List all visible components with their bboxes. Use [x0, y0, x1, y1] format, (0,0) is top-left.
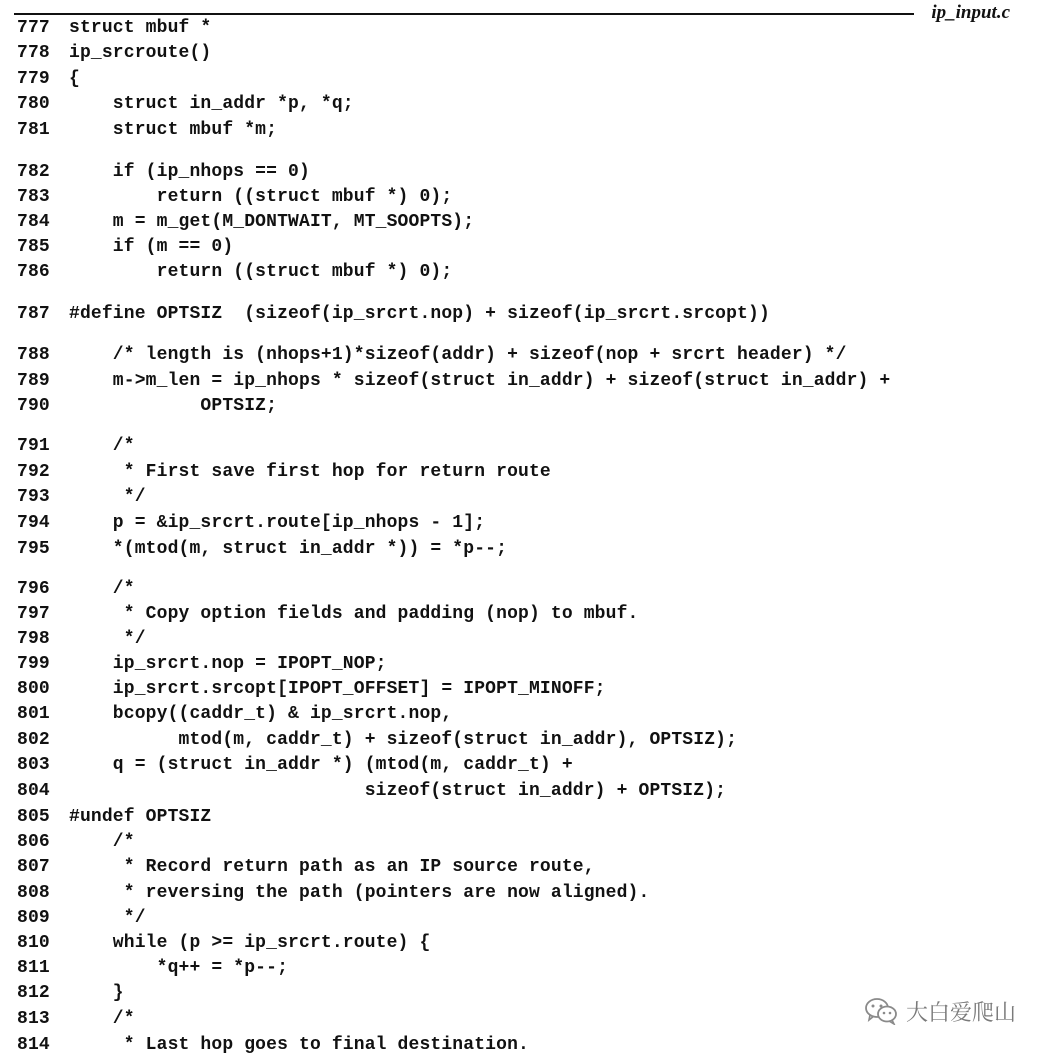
line-text: mtod(m, caddr_t) + sizeof(struct in_addr), OPTSIZ);	[69, 730, 738, 750]
line-text: }	[69, 983, 124, 1003]
code-line	[17, 460, 551, 484]
line-text: /*	[69, 579, 135, 599]
line-number: 783	[17, 187, 50, 207]
line-number: 789	[17, 371, 50, 391]
line-text: * Copy option fields and padding (nop) to mbuf.	[69, 604, 639, 624]
code-line	[17, 702, 452, 726]
line-number: 806	[17, 832, 50, 852]
line-number: 813	[17, 1009, 50, 1029]
code-line	[17, 434, 135, 458]
code-line	[17, 537, 507, 561]
code-line	[17, 369, 890, 393]
line-text: if (m == 0)	[69, 237, 234, 257]
code-line	[17, 981, 124, 1005]
line-number: 804	[17, 781, 50, 801]
line-text: bcopy((caddr_t) & ip_srcrt.nop,	[69, 704, 453, 724]
code-line	[17, 160, 310, 184]
line-number: 803	[17, 755, 50, 775]
line-text: * Record return path as an IP source route,	[69, 857, 595, 877]
line-number: 810	[17, 933, 50, 953]
line-number: 811	[17, 958, 50, 978]
line-number: 799	[17, 654, 50, 674]
code-line	[17, 753, 573, 777]
line-text: *q++ = *p--;	[69, 958, 289, 978]
line-number: 812	[17, 983, 50, 1003]
line-number: 779	[17, 69, 50, 89]
line-text: struct mbuf *m;	[69, 120, 278, 140]
line-number: 796	[17, 579, 50, 599]
code-line	[17, 394, 277, 418]
code-line	[17, 728, 737, 752]
line-number: 795	[17, 539, 50, 559]
line-number: 790	[17, 396, 50, 416]
line-number: 787	[17, 304, 50, 324]
line-number: 807	[17, 857, 50, 877]
code-line	[17, 260, 452, 284]
line-number: 782	[17, 162, 50, 182]
code-line	[17, 830, 135, 854]
line-text: q = (struct in_addr *) (mtod(m, caddr_t) +	[69, 755, 573, 775]
line-number: 778	[17, 43, 50, 63]
line-number: 801	[17, 704, 50, 724]
line-number: 814	[17, 1035, 50, 1055]
code-line	[17, 779, 726, 803]
line-text: */	[69, 629, 146, 649]
line-number: 788	[17, 345, 50, 365]
line-text: {	[69, 69, 80, 89]
code-line	[17, 210, 474, 234]
line-text: if (ip_nhops == 0)	[69, 162, 310, 182]
file-name-label: ip_input.c	[927, 2, 1010, 24]
line-text: p = &ip_srcrt.route[ip_nhops - 1];	[69, 513, 486, 533]
line-number: 797	[17, 604, 50, 624]
line-number: 786	[17, 262, 50, 282]
code-line	[17, 67, 80, 91]
line-number: 791	[17, 436, 50, 456]
line-number: 802	[17, 730, 50, 750]
line-text: */	[69, 908, 146, 928]
line-number: 794	[17, 513, 50, 533]
watermark	[864, 996, 1016, 1026]
line-text: OPTSIZ;	[69, 396, 278, 416]
line-text: m->m_len = ip_nhops * sizeof(struct in_addr) + sizeof(struct in_addr) +	[69, 371, 891, 391]
line-text: /*	[69, 832, 135, 852]
line-number: 780	[17, 94, 50, 114]
line-text: sizeof(struct in_addr) + OPTSIZ);	[69, 781, 727, 801]
code-line	[17, 652, 387, 676]
code-line	[17, 677, 606, 701]
line-number: 785	[17, 237, 50, 257]
code-line	[17, 235, 233, 259]
line-number: 781	[17, 120, 50, 140]
line-text: /* length is (nhops+1)*sizeof(addr) + sizeof(nop + srcrt header) */	[69, 345, 847, 365]
line-number: 808	[17, 883, 50, 903]
line-text: *(mtod(m, struct in_addr *)) = *p--;	[69, 539, 508, 559]
code-line	[17, 881, 649, 905]
line-text: struct mbuf *	[69, 18, 212, 38]
code-line	[17, 185, 452, 209]
code-line	[17, 1033, 529, 1057]
code-line	[17, 302, 770, 326]
code-line	[17, 16, 211, 40]
line-number: 809	[17, 908, 50, 928]
code-line	[17, 485, 146, 509]
watermark-text: 大白爱爬山	[905, 1000, 1016, 1026]
line-number: 793	[17, 487, 50, 507]
code-line	[17, 627, 146, 651]
line-text: struct in_addr *p, *q;	[69, 94, 354, 114]
line-text: return ((struct mbuf *) 0);	[69, 262, 453, 282]
code-line	[17, 855, 595, 879]
code-line	[17, 92, 354, 116]
code-line	[17, 956, 288, 980]
code-line	[17, 577, 135, 601]
code-line	[17, 931, 430, 955]
code-line	[17, 343, 847, 367]
line-text: ip_srcroute()	[69, 43, 212, 63]
line-number: 784	[17, 212, 50, 232]
line-text: * First save first hop for return route	[69, 462, 551, 482]
line-text: ip_srcrt.nop = IPOPT_NOP;	[69, 654, 387, 674]
code-line	[17, 1007, 135, 1031]
line-text: #undef OPTSIZ	[69, 807, 212, 827]
code-line	[17, 511, 485, 535]
line-text: m = m_get(M_DONTWAIT, MT_SOOPTS);	[69, 212, 475, 232]
line-text: ip_srcrt.srcopt[IPOPT_OFFSET] = IPOPT_MINOFF;	[69, 679, 606, 699]
line-number: 800	[17, 679, 50, 699]
line-text: #define OPTSIZ (sizeof(ip_srcrt.nop) + sizeof(ip_srcrt.srcopt))	[69, 304, 770, 324]
code-line	[17, 805, 211, 829]
wechat-icon	[864, 997, 898, 1025]
line-number: 792	[17, 462, 50, 482]
line-text: /*	[69, 436, 135, 456]
code-line	[17, 41, 211, 65]
code-line	[17, 906, 146, 930]
code-line	[17, 602, 639, 626]
line-number: 805	[17, 807, 50, 827]
line-text: /*	[69, 1009, 135, 1029]
line-number: 798	[17, 629, 50, 649]
line-text: while (p >= ip_srcrt.route) {	[69, 933, 431, 953]
line-text: * Last hop goes to final destination.	[69, 1035, 529, 1055]
line-number: 777	[17, 18, 50, 38]
line-text: * reversing the path (pointers are now aligned).	[69, 883, 650, 903]
line-text: */	[69, 487, 146, 507]
line-text: return ((struct mbuf *) 0);	[69, 187, 453, 207]
code-line	[17, 118, 277, 142]
